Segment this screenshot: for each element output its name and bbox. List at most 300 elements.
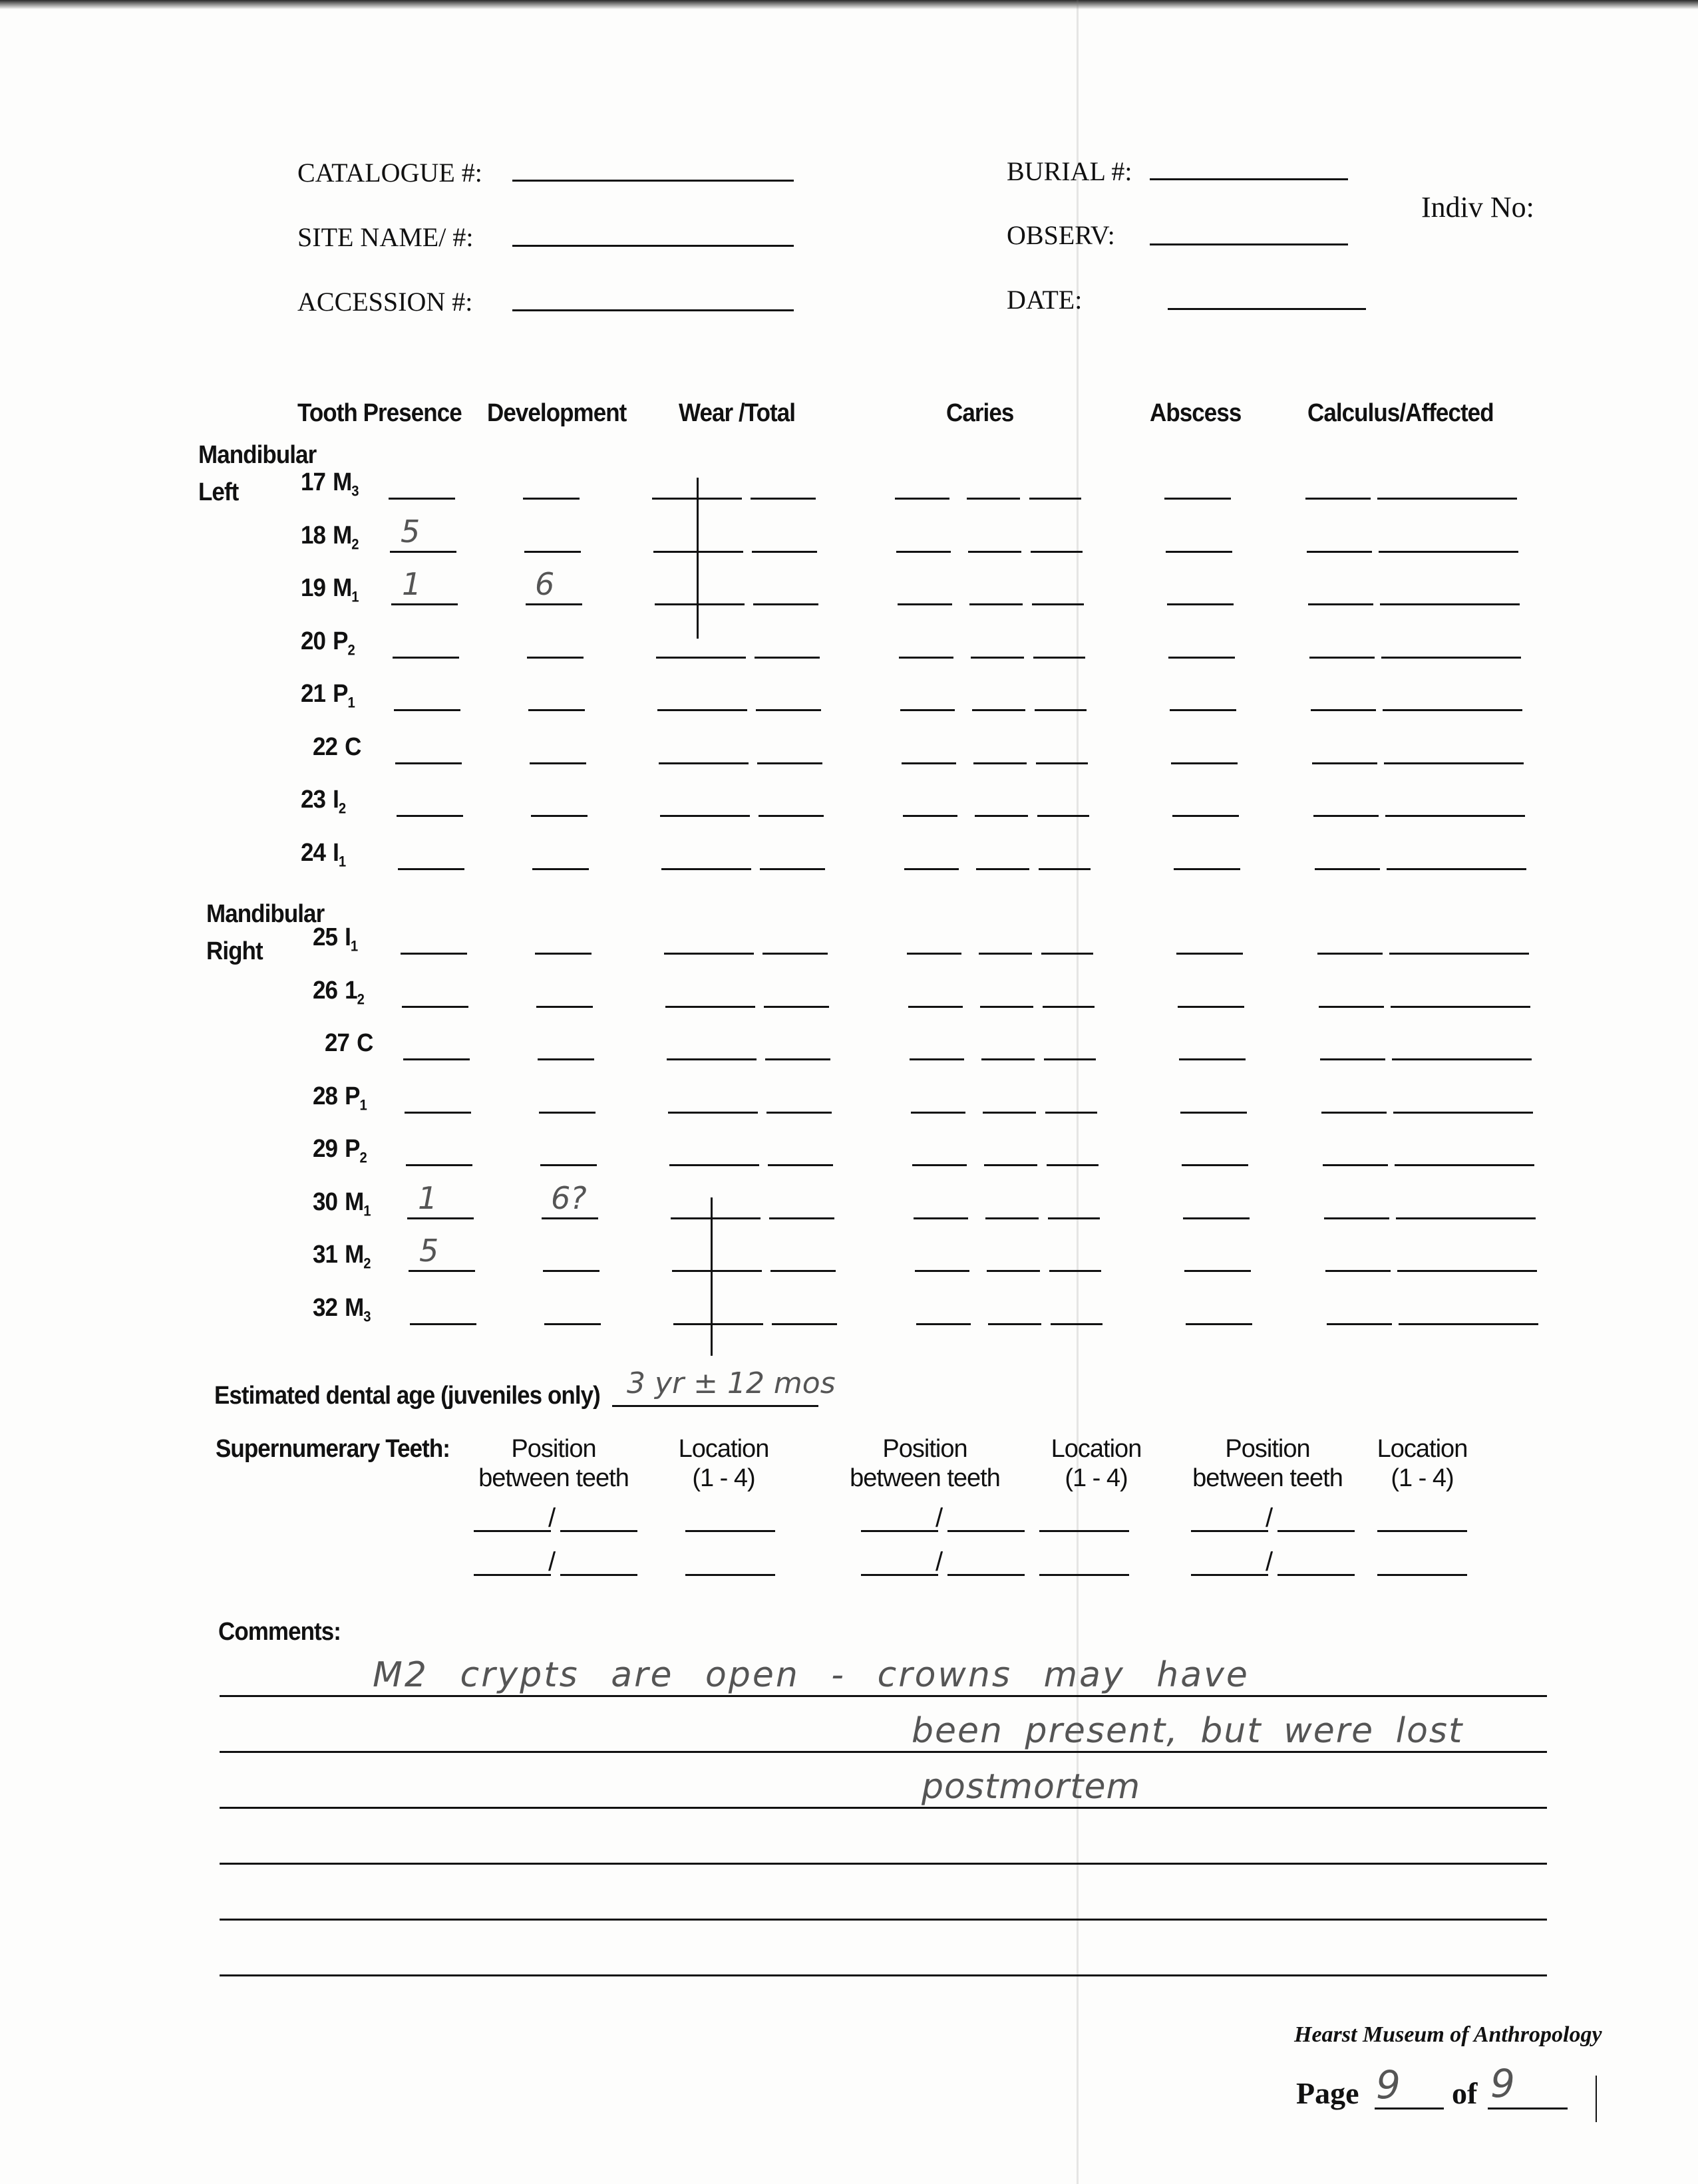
tooth-name: M <box>345 1241 364 1269</box>
group-label-line: Left <box>198 478 239 506</box>
page-number-field[interactable] <box>1375 2107 1444 2109</box>
total-field[interactable] <box>756 709 821 711</box>
tooth-presence-field[interactable] <box>391 603 458 605</box>
date-field[interactable] <box>1168 308 1366 310</box>
abscess-field[interactable] <box>1178 1006 1244 1008</box>
caries-field-3[interactable] <box>1036 762 1088 764</box>
tooth-presence-field[interactable] <box>390 551 456 553</box>
caries-field-3[interactable] <box>1043 1006 1095 1008</box>
abscess-field[interactable] <box>1179 1058 1246 1060</box>
tooth-name: P <box>333 627 348 655</box>
abscess-field[interactable] <box>1182 1164 1248 1166</box>
header-line: Position <box>511 1435 596 1463</box>
calculus-field[interactable] <box>1319 1006 1384 1008</box>
caries-field-2[interactable] <box>968 551 1021 553</box>
tooth-number: 18 <box>301 522 326 549</box>
development-field[interactable] <box>542 1217 598 1219</box>
tooth-name: I <box>345 923 351 951</box>
wear-field[interactable] <box>657 709 747 711</box>
wear-field[interactable] <box>664 953 754 955</box>
abscess-field[interactable] <box>1183 1217 1250 1219</box>
comment-line[interactable] <box>220 1974 1547 1976</box>
tooth-subscript: 1 <box>338 853 346 870</box>
group-mandibular-right <box>206 895 324 970</box>
calculus-field[interactable] <box>1309 657 1375 659</box>
tooth-name: C <box>357 1029 373 1057</box>
position-header-1 <box>474 1434 633 1493</box>
tooth-number: 29 <box>313 1135 338 1163</box>
affected-field[interactable] <box>1380 603 1520 605</box>
tooth-label <box>301 468 359 500</box>
tooth-number: 22 <box>313 733 338 761</box>
indiv-label: Indiv No: <box>1421 191 1534 224</box>
caries-field-2[interactable] <box>979 953 1032 955</box>
abscess-field[interactable] <box>1170 709 1236 711</box>
abscess-field[interactable] <box>1171 762 1238 764</box>
position-field[interactable] <box>861 1530 938 1532</box>
total-field[interactable] <box>768 1164 833 1166</box>
position-field[interactable] <box>474 1574 551 1576</box>
total-field[interactable] <box>755 657 820 659</box>
tooth-presence-field[interactable] <box>405 1112 471 1114</box>
wear-field[interactable] <box>656 657 746 659</box>
estimated-age-label: Estimated dental age (juveniles only) <box>214 1382 600 1410</box>
total-field[interactable] <box>772 1323 837 1325</box>
development-field[interactable] <box>527 657 584 659</box>
tooth-label <box>313 923 357 955</box>
caries-field-3[interactable] <box>1035 709 1087 711</box>
caries-field-2[interactable] <box>971 657 1024 659</box>
column-calculus-affected: Calculus/Affected <box>1307 399 1494 427</box>
tooth-subscript: 1 <box>363 1202 371 1219</box>
wear-field[interactable] <box>667 1058 757 1060</box>
caries-field-1[interactable] <box>896 551 951 553</box>
total-field[interactable] <box>753 603 818 605</box>
burial-label: BURIAL #: <box>1007 156 1132 186</box>
caries-field-2[interactable] <box>988 1323 1041 1325</box>
caries-field-2[interactable] <box>967 498 1020 500</box>
position-field[interactable] <box>560 1574 637 1576</box>
tooth-number: 19 <box>301 574 326 602</box>
caries-field-1[interactable] <box>916 1323 971 1325</box>
of-label: of <box>1452 2076 1478 2110</box>
caries-field-3[interactable] <box>1041 953 1093 955</box>
caries-field-1[interactable] <box>900 709 955 711</box>
tooth-presence-field[interactable] <box>395 762 462 764</box>
calculus-field[interactable] <box>1312 762 1377 764</box>
site-name-field[interactable] <box>512 245 794 247</box>
location-field[interactable] <box>1377 1530 1467 1532</box>
header-line: between teeth <box>478 1464 629 1492</box>
tooth-presence-field[interactable] <box>394 709 460 711</box>
affected-field[interactable] <box>1381 657 1521 659</box>
wear-field[interactable] <box>673 1323 763 1325</box>
tooth-presence-field[interactable] <box>407 1217 474 1219</box>
total-field[interactable] <box>763 953 828 955</box>
caries-field-1[interactable] <box>904 868 959 870</box>
total-field[interactable] <box>759 815 824 817</box>
caries-field-1[interactable] <box>911 1112 965 1114</box>
location-header-1 <box>665 1434 782 1493</box>
tooth-subscript: 1 <box>347 694 355 711</box>
accession-label: ACCESSION #: <box>297 287 473 317</box>
caries-field-3[interactable] <box>1031 551 1083 553</box>
tooth-name: P <box>333 680 348 708</box>
comment-text-3: postmortem <box>922 1767 1141 1807</box>
caries-field-1[interactable] <box>902 762 956 764</box>
abscess-field[interactable] <box>1184 1270 1251 1272</box>
caries-field-1[interactable] <box>907 953 961 955</box>
tooth-number: 21 <box>301 680 326 708</box>
page-label: Page <box>1296 2076 1359 2110</box>
tooth-name: P <box>345 1082 360 1110</box>
column-abscess: Abscess <box>1150 399 1242 427</box>
tooth-label <box>313 733 361 765</box>
total-field[interactable] <box>764 1006 829 1008</box>
location-header-3 <box>1364 1434 1480 1493</box>
header-line: (1 - 4) <box>692 1464 755 1492</box>
development-field[interactable] <box>528 709 585 711</box>
comments-label: Comments: <box>218 1618 341 1646</box>
tooth-subscript: 1 <box>350 937 358 955</box>
affected-field[interactable] <box>1393 1112 1533 1114</box>
affected-field[interactable] <box>1395 1164 1534 1166</box>
caries-field-2[interactable] <box>973 762 1027 764</box>
location-header-2 <box>1038 1434 1154 1493</box>
caries-field-2[interactable] <box>987 1270 1040 1272</box>
tooth-label <box>313 1188 371 1220</box>
tooth-presence-value: 1 <box>402 566 422 602</box>
tooth-presence-field[interactable] <box>401 953 467 955</box>
development-field[interactable] <box>538 1058 594 1060</box>
tooth-label <box>313 1294 371 1326</box>
caries-field-3[interactable] <box>1029 498 1081 500</box>
wear-field[interactable] <box>660 815 750 817</box>
affected-field[interactable] <box>1392 1058 1532 1060</box>
development-field[interactable] <box>531 815 588 817</box>
calculus-field[interactable] <box>1327 1323 1392 1325</box>
development-field[interactable] <box>535 953 592 955</box>
wear-divider-right <box>711 1197 713 1356</box>
wear-field[interactable] <box>671 1217 761 1219</box>
group-label-line: Mandibular <box>206 900 325 928</box>
development-field[interactable] <box>530 762 586 764</box>
calculus-field[interactable] <box>1320 1058 1385 1060</box>
abscess-field[interactable] <box>1164 498 1231 500</box>
wear-field[interactable] <box>661 868 751 870</box>
abscess-field[interactable] <box>1166 551 1232 553</box>
wear-divider-left <box>697 478 699 639</box>
observer-field[interactable] <box>1150 243 1348 245</box>
column-development: Development <box>487 399 627 427</box>
tooth-name: P <box>345 1135 360 1163</box>
tooth-presence-field[interactable] <box>403 1058 470 1060</box>
position-field[interactable] <box>1277 1574 1355 1576</box>
header-line: Location <box>1377 1435 1468 1463</box>
development-field[interactable] <box>532 868 589 870</box>
tooth-subscript: 2 <box>359 1149 367 1166</box>
tooth-number: 27 <box>325 1029 350 1057</box>
site-name-label: SITE NAME/ #: <box>297 222 474 252</box>
page-fold <box>1077 0 1079 2184</box>
tooth-presence-field[interactable] <box>389 498 455 500</box>
tooth-label <box>301 839 345 871</box>
total-field[interactable] <box>760 868 825 870</box>
caries-field-2[interactable] <box>980 1006 1033 1008</box>
wear-field[interactable] <box>665 1006 755 1008</box>
development-field[interactable] <box>539 1112 595 1114</box>
group-label-line: Right <box>206 937 263 965</box>
caries-field-3[interactable] <box>1045 1112 1097 1114</box>
caries-field-1[interactable] <box>895 498 949 500</box>
affected-field[interactable] <box>1389 953 1529 955</box>
comment-text-2: been present, but were lost <box>912 1711 1464 1751</box>
abscess-field[interactable] <box>1167 603 1234 605</box>
caries-field-2[interactable] <box>984 1164 1037 1166</box>
scan-edge <box>0 0 1698 9</box>
tooth-presence-field[interactable] <box>409 1270 475 1272</box>
caries-field-3[interactable] <box>1039 868 1091 870</box>
caries-field-2[interactable] <box>972 709 1025 711</box>
estimated-age-value: 3 yr ± 12 mos <box>627 1366 836 1400</box>
observer-label: OBSERV: <box>1007 220 1115 250</box>
position-field[interactable] <box>560 1530 637 1532</box>
column-wear-total: Wear /Total <box>679 399 796 427</box>
tooth-presence-field[interactable] <box>410 1323 476 1325</box>
page-total-field[interactable] <box>1488 2107 1568 2109</box>
position-separator: / <box>548 1547 556 1577</box>
caries-field-1[interactable] <box>908 1006 963 1008</box>
caries-field-3[interactable] <box>1037 815 1089 817</box>
total-field[interactable] <box>769 1217 834 1219</box>
tooth-label <box>313 1241 371 1273</box>
comment-line[interactable] <box>220 1751 1547 1753</box>
header-line: Location <box>678 1435 769 1463</box>
supernumerary-label: Supernumerary Teeth: <box>216 1435 450 1463</box>
caries-field-2[interactable] <box>969 603 1023 605</box>
tooth-presence-value: 5 <box>419 1233 439 1269</box>
caries-field-2[interactable] <box>976 868 1029 870</box>
position-header-3 <box>1188 1434 1347 1493</box>
caries-field-3[interactable] <box>1044 1058 1096 1060</box>
tooth-number: 25 <box>313 923 338 951</box>
abscess-field[interactable] <box>1172 815 1239 817</box>
development-field[interactable] <box>536 1006 593 1008</box>
comment-line[interactable] <box>220 1807 1547 1809</box>
header-line: (1 - 4) <box>1391 1464 1454 1492</box>
position-field[interactable] <box>861 1574 938 1576</box>
position-field[interactable] <box>1191 1574 1268 1576</box>
caries-field-2[interactable] <box>983 1112 1036 1114</box>
tooth-label <box>301 627 355 659</box>
position-separator: / <box>935 1503 943 1533</box>
development-field[interactable] <box>524 551 581 553</box>
total-field[interactable] <box>757 762 822 764</box>
calculus-field[interactable] <box>1308 603 1373 605</box>
development-field[interactable] <box>544 1323 601 1325</box>
header-line: Position <box>1225 1435 1310 1463</box>
catalogue-label: CATALOGUE #: <box>297 158 482 188</box>
calculus-field[interactable] <box>1321 1112 1387 1114</box>
header-line: Position <box>882 1435 967 1463</box>
header-line: between teeth <box>850 1464 1000 1492</box>
position-field[interactable] <box>1277 1530 1355 1532</box>
affected-field[interactable] <box>1385 815 1525 817</box>
wear-field[interactable] <box>655 603 745 605</box>
abscess-field[interactable] <box>1180 1112 1247 1114</box>
caries-field-1[interactable] <box>903 815 957 817</box>
comment-line[interactable] <box>220 1695 1547 1697</box>
caries-field-2[interactable] <box>981 1058 1035 1060</box>
location-field[interactable] <box>685 1574 775 1576</box>
tooth-number: 24 <box>301 839 326 867</box>
tooth-label <box>301 522 359 553</box>
tooth-presence-field[interactable] <box>393 657 459 659</box>
position-separator: / <box>1266 1547 1274 1577</box>
location-field[interactable] <box>1039 1530 1129 1532</box>
abscess-field[interactable] <box>1168 657 1235 659</box>
abscess-field[interactable] <box>1176 953 1243 955</box>
page-number-value: 9 <box>1376 2062 1401 2107</box>
wear-field[interactable] <box>668 1112 758 1114</box>
development-field[interactable] <box>523 498 580 500</box>
wear-field[interactable] <box>669 1164 759 1166</box>
location-field[interactable] <box>685 1530 775 1532</box>
position-field[interactable] <box>947 1574 1025 1576</box>
tooth-subscript: 2 <box>347 641 355 659</box>
calculus-field[interactable] <box>1311 709 1376 711</box>
header-line: (1 - 4) <box>1065 1464 1128 1492</box>
tooth-name: M <box>333 574 352 602</box>
affected-field[interactable] <box>1399 1323 1538 1325</box>
estimated-age-field[interactable] <box>612 1405 818 1407</box>
tooth-subscript: 2 <box>363 1255 371 1272</box>
wear-field[interactable] <box>672 1270 762 1272</box>
affected-field[interactable] <box>1383 709 1522 711</box>
caries-field-3[interactable] <box>1033 657 1085 659</box>
tooth-presence-field[interactable] <box>398 868 464 870</box>
caries-field-1[interactable] <box>914 1217 968 1219</box>
abscess-field[interactable] <box>1174 868 1240 870</box>
total-field[interactable] <box>751 498 816 500</box>
scan-mark <box>1596 2076 1597 2122</box>
tooth-subscript: 1 <box>359 1096 367 1114</box>
affected-field[interactable] <box>1391 1006 1530 1008</box>
calculus-field[interactable] <box>1323 1164 1388 1166</box>
caries-field-3[interactable] <box>1032 603 1084 605</box>
caries-field-1[interactable] <box>899 657 953 659</box>
tooth-label <box>325 1029 373 1061</box>
tooth-subscript: 3 <box>363 1308 371 1325</box>
position-field[interactable] <box>474 1530 551 1532</box>
caries-field-1[interactable] <box>898 603 952 605</box>
tooth-number: 32 <box>313 1294 338 1322</box>
tooth-presence-field[interactable] <box>402 1006 468 1008</box>
calculus-field[interactable] <box>1317 953 1383 955</box>
header-line: Location <box>1051 1435 1142 1463</box>
tooth-number: 31 <box>313 1241 338 1269</box>
calculus-field[interactable] <box>1305 498 1371 500</box>
development-field[interactable] <box>526 603 582 605</box>
tooth-label <box>313 977 364 1009</box>
date-label: DATE: <box>1007 285 1083 315</box>
tooth-number: 20 <box>301 627 326 655</box>
caries-field-2[interactable] <box>975 815 1028 817</box>
position-separator: / <box>548 1503 556 1533</box>
affected-field[interactable] <box>1379 551 1518 553</box>
calculus-field[interactable] <box>1324 1217 1389 1219</box>
tooth-subscript: 2 <box>351 536 359 553</box>
affected-field[interactable] <box>1397 1270 1537 1272</box>
tooth-label <box>301 786 345 818</box>
tooth-name: M <box>333 468 352 496</box>
caries-field-3[interactable] <box>1047 1164 1099 1166</box>
affected-field[interactable] <box>1396 1217 1536 1219</box>
tooth-label <box>301 680 355 712</box>
tooth-presence-value: 5 <box>401 514 421 549</box>
accession-field[interactable] <box>512 309 794 311</box>
tooth-name: M <box>345 1294 364 1322</box>
caries-field-1[interactable] <box>915 1270 969 1272</box>
catalogue-field[interactable] <box>512 180 794 182</box>
tooth-name: M <box>345 1188 364 1216</box>
tooth-name: I <box>333 839 339 867</box>
calculus-field[interactable] <box>1307 551 1372 553</box>
page-total-value: 9 <box>1490 2061 1515 2106</box>
position-field[interactable] <box>947 1530 1025 1532</box>
development-value: 6? <box>551 1180 587 1216</box>
caries-field-3[interactable] <box>1049 1270 1101 1272</box>
caries-field-3[interactable] <box>1051 1323 1103 1325</box>
wear-field[interactable] <box>659 762 749 764</box>
tooth-number: 28 <box>313 1082 338 1110</box>
position-field[interactable] <box>1191 1530 1268 1532</box>
position-separator: / <box>935 1547 943 1577</box>
development-field[interactable] <box>540 1164 597 1166</box>
caries-field-2[interactable] <box>985 1217 1039 1219</box>
tooth-name: I <box>333 786 339 814</box>
calculus-field[interactable] <box>1315 868 1380 870</box>
abscess-field[interactable] <box>1186 1323 1252 1325</box>
development-value: 6 <box>535 566 555 602</box>
tooth-presence-value: 1 <box>418 1180 438 1216</box>
caries-field-1[interactable] <box>910 1058 964 1060</box>
calculus-field[interactable] <box>1313 815 1379 817</box>
affected-field[interactable] <box>1384 762 1524 764</box>
museum-name: Hearst Museum of Anthropology <box>1294 2022 1602 2047</box>
total-field[interactable] <box>765 1058 830 1060</box>
tooth-presence-field[interactable] <box>397 815 463 817</box>
calculus-field[interactable] <box>1325 1270 1391 1272</box>
tooth-name: C <box>345 733 361 761</box>
affected-field[interactable] <box>1387 868 1526 870</box>
tooth-presence-field[interactable] <box>406 1164 472 1166</box>
comment-line[interactable] <box>220 1863 1547 1865</box>
location-field[interactable] <box>1039 1574 1129 1576</box>
total-field[interactable] <box>752 551 817 553</box>
affected-field[interactable] <box>1377 498 1517 500</box>
location-field[interactable] <box>1377 1574 1467 1576</box>
tooth-name: M <box>333 522 352 549</box>
total-field[interactable] <box>766 1112 832 1114</box>
comment-line[interactable] <box>220 1919 1547 1921</box>
burial-field[interactable] <box>1150 178 1348 180</box>
development-field[interactable] <box>543 1270 599 1272</box>
caries-field-3[interactable] <box>1048 1217 1100 1219</box>
total-field[interactable] <box>770 1270 836 1272</box>
caries-field-1[interactable] <box>912 1164 967 1166</box>
position-header-2 <box>845 1434 1005 1493</box>
